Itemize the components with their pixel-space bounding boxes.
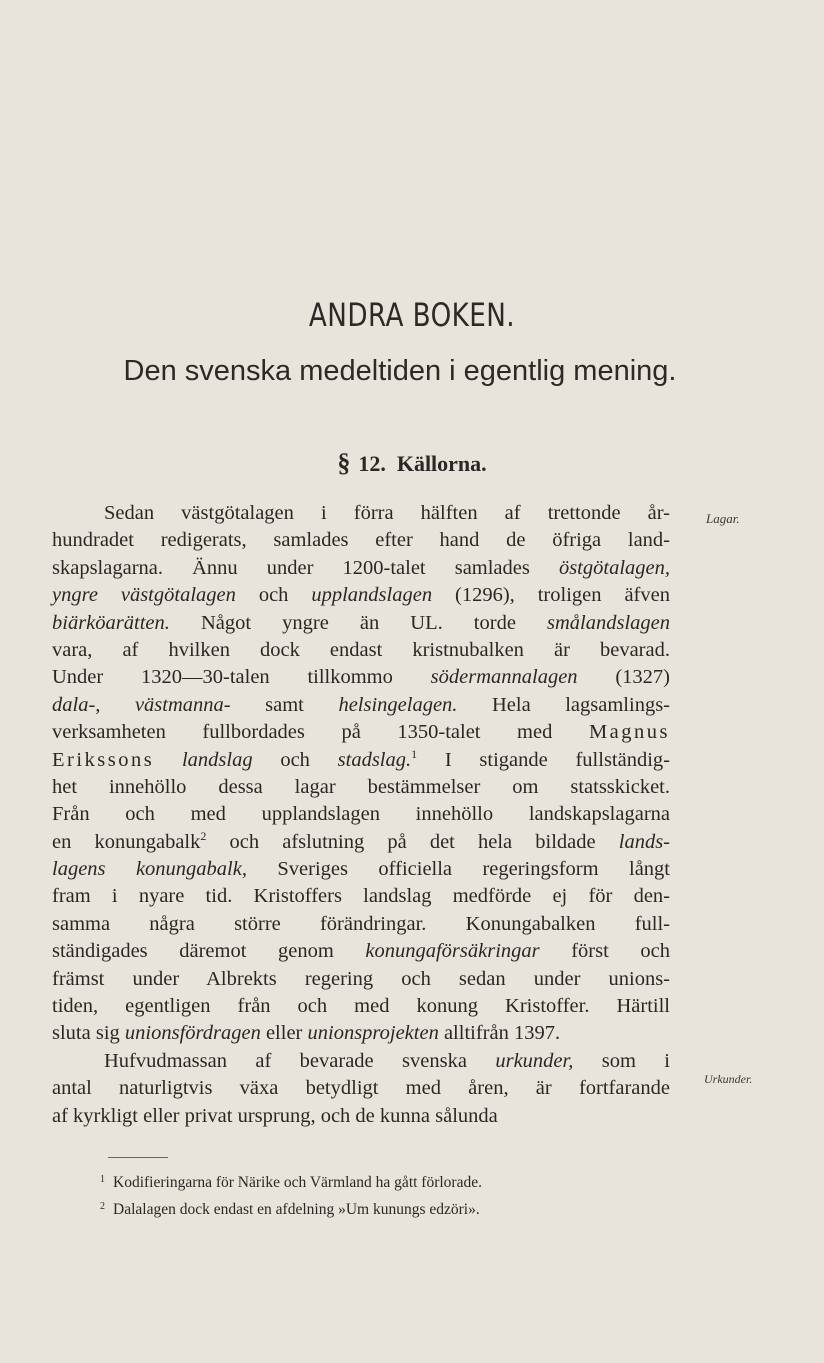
footnote-rule [108,1157,168,1158]
text-segment: Sveriges officiella regeringsform långt [246,858,670,881]
text-line [52,1103,670,1130]
text-line [52,747,670,774]
text-segment: 1 [411,746,418,761]
text-segment: biärköarätten. [52,611,170,634]
text-line [52,1020,670,1047]
text-segment: samma några större förändringar. Konungabalken full- [52,912,670,935]
text-segment: Under 1320—30-talen tillkommo [52,666,431,689]
text-segment: 2 [200,828,207,843]
text-segment: het innehöllo dessa lagar bestämmelser om statsskicket. [52,775,670,798]
paragraph-1 [52,500,670,1048]
text-line [52,582,670,609]
text-segment: I stigande fullständig- [417,748,670,771]
footnote-text: Dalalagen dock endast en afdelning »Um kunungs edzöri». [113,1201,480,1218]
text-segment: Från och med upplandslagen innehöllo landskapslagarna [52,803,670,826]
paragraph-2 [52,1048,670,1130]
text-segment: Magnus [588,721,670,744]
text-segment [154,749,182,771]
footnote-number: 1 [100,1174,105,1185]
margin-note-lagar: Lagar. [706,511,740,526]
text-segment: och afslutning på det hela bildade [206,830,619,853]
text-segment: unionsfördragen [124,1022,261,1045]
text-segment: Något yngre än UL. torde [169,611,547,634]
section-number: 12. [358,451,386,476]
text-line [52,938,670,965]
text-segment: samt [230,693,339,716]
text-segment: som i [573,1049,671,1072]
footnote-text: Kodifieringarna för Närike och Värmland ha gått förlorade. [113,1174,482,1191]
text-segment: yngre västgötalagen [52,584,236,607]
text-segment: en konungabalk [52,830,201,853]
text-segment: stadslag. [337,748,412,771]
text-segment: (1327) [577,666,670,689]
margin-note-urkunder: Urkunder. [704,1072,753,1086]
text-segment: och [252,748,338,771]
text-segment: landslag [181,748,253,771]
text-line [52,719,670,746]
text-line [52,883,670,910]
text-segment: fram i nyare tid. Kristoffers landslag medförde ej för den- [52,885,670,908]
book-title: ANDRA BOKEN. [308,296,516,334]
text-line [52,610,670,637]
text-line [52,856,670,883]
text-segment: helsingelagen. [338,693,458,716]
footnote-number: 2 [100,1201,105,1212]
text-segment: först och [539,940,670,963]
text-line [52,966,670,993]
text-line [52,774,670,801]
footnote-2 [100,1196,482,1223]
text-segment: Hufvudmassan af bevarade svenska [104,1049,496,1072]
text-segment: verksamheten fullbordades på 1350-talet med [52,721,589,744]
text-segment: lands- [618,830,670,853]
text-segment: lagens konungabalk, [52,858,247,881]
section-heading [0,448,824,478]
chapter-subtitle: Den svenska medeltiden i egentlig mening. [123,355,677,387]
text-segment: urkunder, [495,1049,574,1072]
text-line [52,637,670,664]
text-segment: ständigades däremot genom [52,940,366,963]
text-segment: östgötalagen, [558,556,670,579]
text-segment: sluta sig [52,1022,125,1045]
text-segment: och [235,584,312,607]
text-segment: (1296), troligen äfven [432,584,670,607]
text-segment: dala-, västmanna- [52,693,231,716]
text-line [52,911,670,938]
text-segment: tiden, egentligen från och med konung Kristoffer. Härtill [52,995,670,1018]
text-segment: unionsprojekten [307,1022,439,1045]
text-segment: främst under Albrekts regering och sedan under unions- [52,967,670,990]
text-segment: skapslagarna. Ännu under 1200-talet samlades [52,556,559,579]
text-line [52,801,670,828]
section-title: Källorna. [396,451,487,476]
text-line [52,829,670,856]
text-segment: vara, af hvilken dock endast kristnubalken är bevarad. [52,638,670,661]
footnote-1 [100,1169,482,1196]
text-segment: södermannalagen [430,666,578,689]
body-text [52,500,670,1130]
text-line [52,1075,670,1102]
text-line [52,692,670,719]
text-line [52,664,670,691]
text-segment: antal naturligtvis växa betydligt med åren, är fortfarande [52,1077,670,1100]
text-segment: hundradet redigerats, samlades efter hand de öfriga land- [52,529,670,552]
text-segment: Hela lagsamlings- [457,693,670,716]
text-segment: eller [260,1022,308,1045]
text-segment: alltifrån 1397. [438,1022,561,1045]
text-segment: konungaförsäkringar [365,940,540,963]
text-segment: Sedan västgötalagen i förra hälften af trettonde år- [104,502,670,524]
text-line [52,993,670,1020]
footnotes [100,1169,482,1223]
text-line [52,1048,670,1075]
text-segment: Erikssons [52,748,155,771]
text-line [52,527,670,554]
text-segment: upplandslagen [311,584,433,607]
text-line [52,555,670,582]
section-symbol: § [337,448,351,477]
text-segment: af kyrkligt eller privat ursprung, och de kunna sålunda [52,1104,498,1127]
text-line [52,500,670,527]
text-segment: smålandslagen [547,611,670,634]
